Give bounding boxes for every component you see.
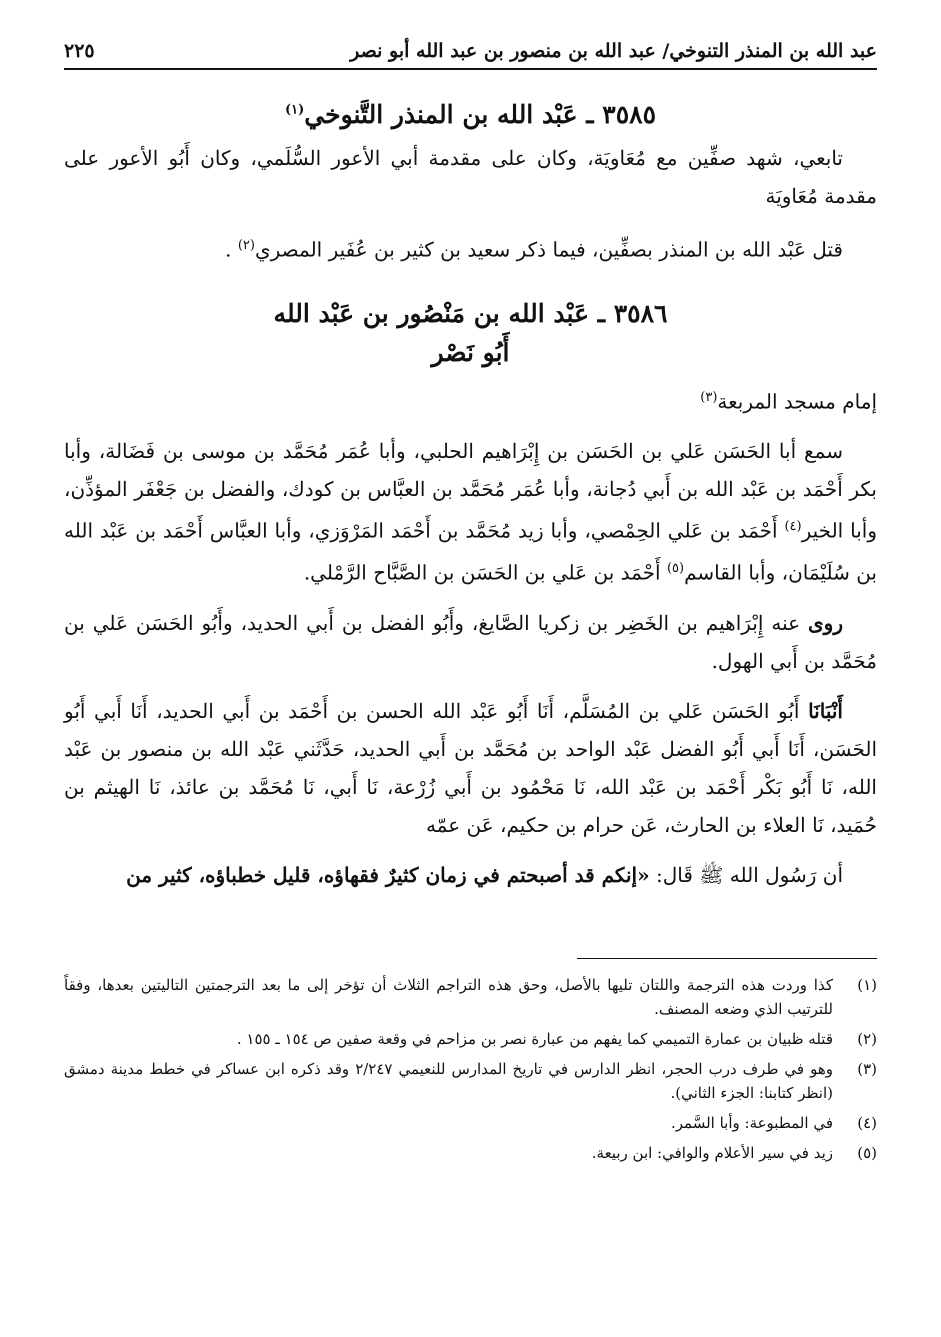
entry-title-text: ٣٥٨٦ ـ عَبْد الله بن مَنْصُور بن عَبْد الله [273,298,668,328]
entry-kunya: أَبُو نَصْر [431,337,510,367]
paragraph-text: أَبُو الحَسَن عَلي بن المُسَلَّم، أَنَا أَبُو عَبْد الله الحسن بن أَحْمَد بن أَبي الحديد، أَنَا أَبي أَبُو الحَسَن، أَنَا أَبي أَبُو الفضل عَبْد الواحد بن مُحَمَّد بن أَبي الحديد، حَدَّثَني عَبْد الله بن منصور بن عَبْد الله، نَا أَبُو بَكْر أَحْمَد بن عَبْد الله، نَا مَحْمُود بن أَبي زُرْعة، نَا أَبي، نَا مُحَمَّد بن عائذ، نَا الهيثم بن حُمَيد، نَا العلاء بن الحارث، عَن حرام بن حكيم، عَن عمّه [64,698,877,837]
paragraph-text: أَحْمَد بن عَلي بن الحَسَن بن الصَّبَّاح الرَّمْلي. [303,560,667,585]
paragraph [64,856,877,894]
footnote-ref-3: (٣) [700,389,718,405]
paragraph [64,692,877,844]
paragraph [64,227,877,269]
footnote-item [64,1027,877,1051]
paragraph-end: . [225,237,238,262]
paragraph [64,379,877,421]
footnote-item [64,1111,877,1135]
footnote-text: وهو في طرف درب الحجر، انظر الدارس في تاريخ المدارس للنعيمي ٢/٢٤٧ وقد ذكره ابن عساكر في خطط مدينة دمشق (انظر كتابنا: الجزء الثاني). [64,1059,833,1102]
keyword: أَنْبَانَا [808,698,843,723]
paragraph-text: أَحْمَد بن عَلي الحِمْصي، وأبا زيد مُحَمَّد بن أَحْمَد المَرْوَزي، وأبا العبَّاس أَحْمَد بن عَبْد الله بن سُلَيْمَان، وأبا القاسم [64,518,877,585]
paragraph: تابعي، شهد صفِّين مع مُعَاويَة، وكان على مقدمة أبي الأعور السُّلَمي، وكان أَبُو الأعور على مقدمة مُعَاويَة [64,146,877,208]
footnote-text: في المطبوعة: وأبا السَّمر. [670,1113,833,1132]
footnote-divider [577,958,877,959]
page-number: ٢٢٥ [64,40,95,62]
footnote-ref-5: (٥) [666,560,685,576]
paragraph-text: إمام مسجد المربعة [717,389,877,414]
paragraph-text: قتل عَبْد الله بن المنذر بصفِّين، فيما ذكر سعيد بن كثير بن عُفَير المصري [254,237,843,262]
footnote-text: كذا وردت هذه الترجمة واللتان تليها بالأصل، وحق هذه التراجم الثلاث أن تؤخر إلى ما بعد الترجمتين التاليتين بعدها، وفقاً للترتيب الذي وضعه المصنف. [64,975,833,1018]
footnote-number: (٢) [857,1029,877,1048]
running-title: عبد الله بن المنذر التنوخي/ عبد الله بن منصور بن عبد الله أبو نصر [350,40,877,62]
paragraph-text: عنه إِبْرَاهيم بن الخَضِر بن زكريا الصَّايغ، وأَبُو الفضل بن أَبي الحديد، وأَبُو الحَسَن عَلي بن مُحَمَّد بن أَبي الهول. [64,610,877,673]
hadith-text: «إنكم قد أصبحتم في زمان كثيرٌ فقهاؤه، قليل خطباؤه، كثير من [126,862,650,887]
footnote-text: قتله ظبيان بن عمارة التميمي كما يفهم من عبارة نصر بن مزاحم في وقعة صفين ص ١٥٤ ـ ١٥٥ . [236,1029,833,1048]
footnote-ref-4: (٤) [784,519,802,535]
footnote-item [64,1141,877,1165]
paragraph [64,604,877,680]
entry-title-3586 [64,299,877,328]
entry-title-3585 [64,100,877,129]
footnote-text: زيد في سير الأعلام والوافي: ابن ربيعة. [591,1143,833,1162]
footnote-number: (٥) [857,1143,877,1162]
footnote-number: (٤) [857,1113,877,1132]
paragraph [64,432,877,591]
keyword: روى [808,610,843,635]
footnote-ref-1: (١) [285,102,305,118]
paragraph-text: سمع أبا الحَسَن عَلي بن الحَسَن بن إِبْرَاهيم الحلبي، وأبا عُمَر مُحَمَّد بن موسى بن فَضَالة، وأبا بكر أَحْمَد بن عَبْد الله بن أَبي دُجانة، وأبا عُمَر مُحَمَّد بن العبَّاس بن كودك، والفضل بن جَعْفَر المؤذِّن، وأبا الخير [64,439,877,543]
footnote-number: (٣) [857,1059,877,1078]
footnote-item [64,1057,877,1105]
paragraph-text: أن رَسُول الله ﷺ قَال: [649,862,843,887]
footnote-ref-2: (٢) [237,238,255,253]
footnotes [64,973,877,1165]
footnote-item [64,973,877,1021]
footnote-number: (١) [857,975,877,994]
entry-title-text: ٣٥٨٥ ـ عَبْد الله بن المنذر التَّنوخي [304,100,656,129]
running-header [64,40,877,70]
